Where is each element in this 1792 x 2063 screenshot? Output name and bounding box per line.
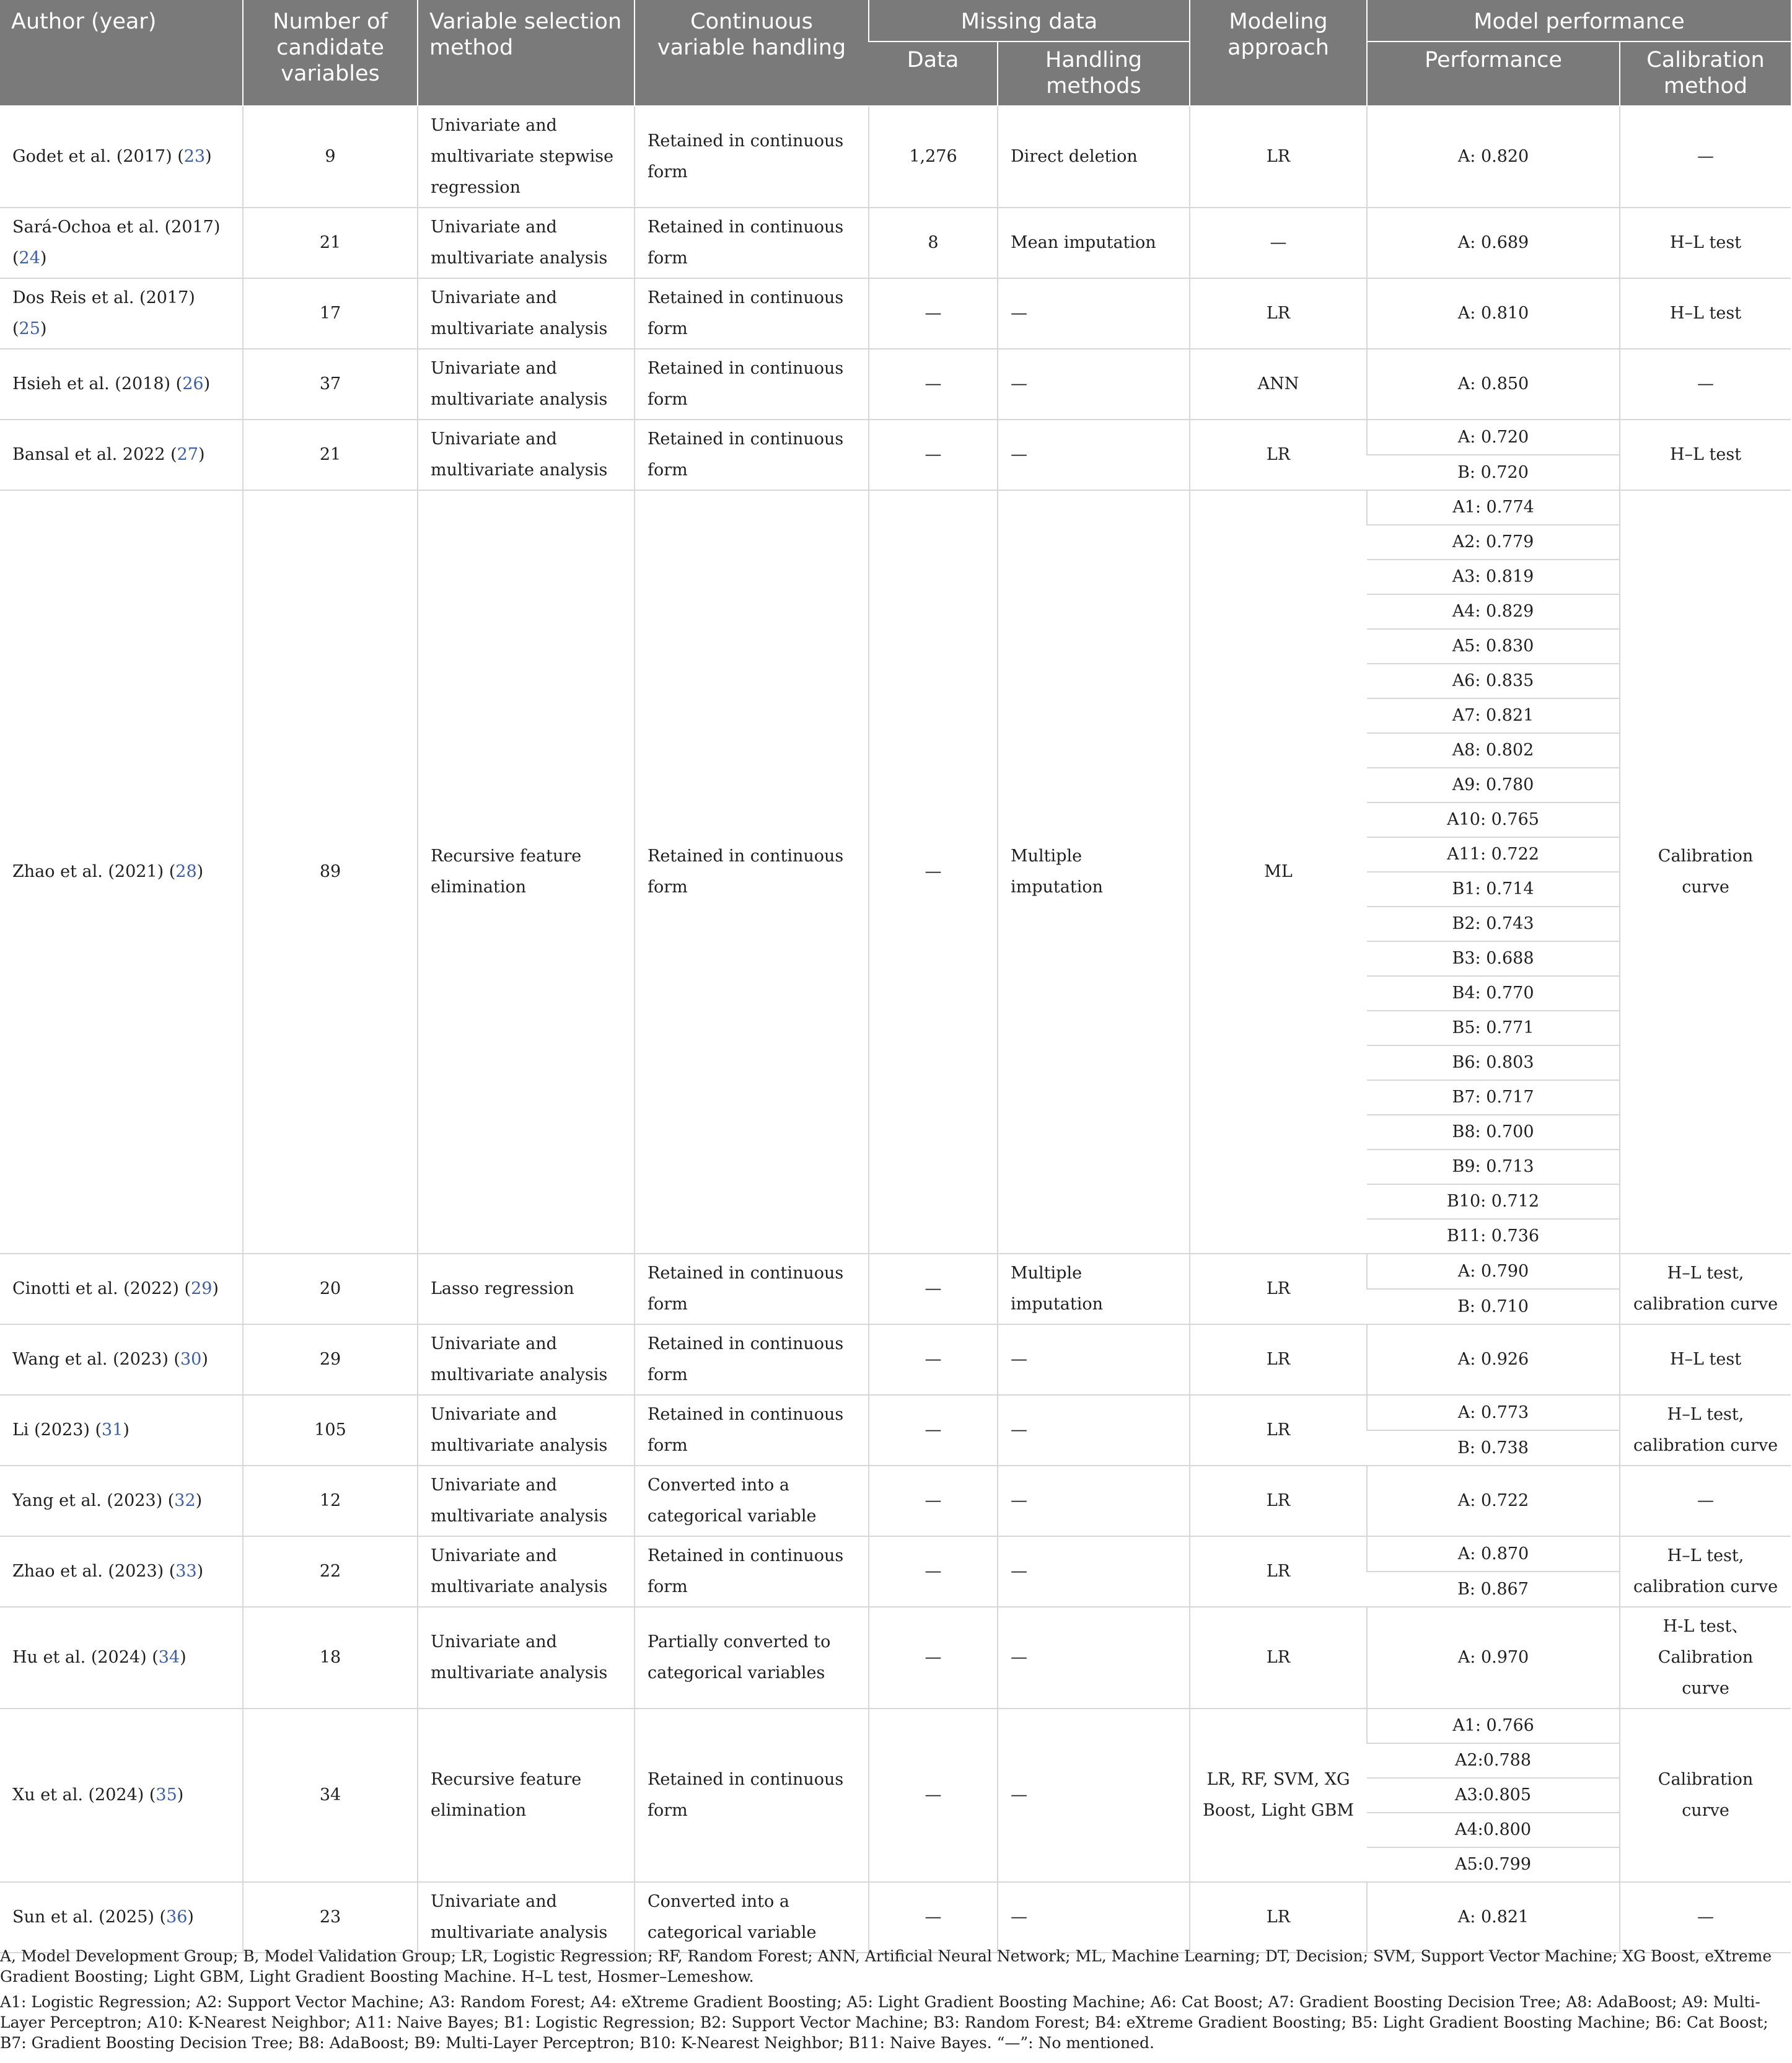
num-vars-cell: 17 (243, 278, 418, 349)
continuous-cell: Retained in continuous form (635, 349, 869, 420)
missing-data-cell: — (869, 490, 998, 1254)
missing-data-cell: 8 (869, 208, 998, 278)
continuous-cell: Retained in continuous form (635, 490, 869, 1254)
handling-cell: — (998, 1709, 1190, 1882)
performance-cell: B1: 0.714 (1367, 872, 1620, 907)
modeling-cell: LR, RF, SVM, XG Boost, Light GBM (1190, 1709, 1367, 1882)
author-text-close: ) (180, 1648, 187, 1667)
num-vars-cell: 22 (243, 1536, 418, 1607)
num-vars-cell: 21 (243, 420, 418, 490)
author-text-close: ) (198, 445, 205, 464)
author-text-close: ) (196, 862, 204, 881)
performance-cell: A11: 0.722 (1367, 837, 1620, 872)
continuous-cell: Retained in continuous form (635, 1254, 869, 1324)
author-text: Bansal et al. 2022 ( (12, 445, 177, 464)
table-body (0, 106, 1791, 1953)
handling-cell: — (998, 1324, 1190, 1395)
num-vars-cell: 12 (243, 1466, 418, 1536)
calibration-cell: H-L test、Calibration curve (1620, 1607, 1791, 1709)
performance-cell: B: 0.738 (1367, 1430, 1620, 1466)
missing-data-cell: — (869, 1395, 998, 1466)
performance-cell: A2:0.788 (1367, 1743, 1620, 1778)
performance-cell: A3:0.805 (1367, 1778, 1620, 1813)
modeling-cell: LR (1190, 1466, 1367, 1536)
continuous-cell: Retained in continuous form (635, 106, 869, 208)
missing-data-cell: — (869, 1536, 998, 1607)
table-row (0, 106, 1791, 208)
performance-cell: A: 0.970 (1367, 1607, 1620, 1709)
reference-link[interactable]: 27 (177, 445, 198, 464)
header-num-vars: Number of candidate variables (243, 0, 418, 106)
header-missing: Missing data (869, 0, 1190, 42)
author-cell (0, 349, 243, 420)
header-modeling: Modeling approach (1190, 0, 1367, 106)
performance-cell: B5: 0.771 (1367, 1011, 1620, 1045)
calibration-cell: Calibration curve (1620, 490, 1791, 1254)
num-vars-cell: 29 (243, 1324, 418, 1395)
continuous-cell: Partially converted to categorical variables (635, 1607, 869, 1709)
author-text-close: ) (40, 249, 47, 268)
calibration-cell: — (1620, 106, 1791, 208)
author-text: Hu et al. (2024) ( (12, 1648, 159, 1667)
performance-cell: B10: 0.712 (1367, 1184, 1620, 1219)
table-row (0, 1607, 1791, 1709)
author-text-close: ) (212, 1279, 219, 1298)
performance-cell: A9: 0.780 (1367, 768, 1620, 803)
calibration-cell: — (1620, 1882, 1791, 1953)
performance-cell: A2: 0.779 (1367, 525, 1620, 560)
var-selection-cell: Recursive feature elimination (418, 1709, 635, 1882)
table-row (0, 1395, 1791, 1430)
continuous-cell: Converted into a categorical variable (635, 1466, 869, 1536)
handling-cell: Direct deletion (998, 106, 1190, 208)
handling-cell: Mean imputation (998, 208, 1190, 278)
performance-cell: B7: 0.717 (1367, 1080, 1620, 1115)
reference-link[interactable]: 24 (19, 249, 40, 268)
modeling-cell: — (1190, 208, 1367, 278)
table-footnotes (0, 1946, 1781, 2058)
missing-data-cell: 1,276 (869, 106, 998, 208)
var-selection-cell: Univariate and multivariate analysis (418, 1324, 635, 1395)
reference-link[interactable]: 36 (166, 1907, 188, 1927)
var-selection-cell: Lasso regression (418, 1254, 635, 1324)
num-vars-cell: 18 (243, 1607, 418, 1709)
author-cell (0, 420, 243, 490)
performance-cell: A1: 0.766 (1367, 1709, 1620, 1743)
reference-link[interactable]: 34 (158, 1648, 180, 1667)
header-calibration: Calibration method (1620, 42, 1791, 106)
modeling-cell: LR (1190, 1882, 1367, 1953)
handling-cell: — (998, 1607, 1190, 1709)
num-vars-cell: 105 (243, 1395, 418, 1466)
author-text: Cinotti et al. (2022) ( (12, 1279, 191, 1298)
author-text: Dos Reis et al. (2017) ( (12, 288, 195, 338)
handling-cell: — (998, 1466, 1190, 1536)
missing-data-cell: — (869, 1709, 998, 1882)
performance-cell: A: 0.810 (1367, 278, 1620, 349)
performance-cell: B8: 0.700 (1367, 1115, 1620, 1150)
continuous-cell: Retained in continuous form (635, 1536, 869, 1607)
continuous-cell: Retained in continuous form (635, 420, 869, 490)
continuous-cell: Retained in continuous form (635, 1395, 869, 1466)
header-missing-data: Data (869, 42, 998, 106)
reference-link[interactable]: 35 (156, 1785, 177, 1805)
author-cell (0, 1395, 243, 1466)
performance-cell: B3: 0.688 (1367, 941, 1620, 976)
author-text-close: ) (203, 374, 211, 394)
var-selection-cell: Univariate and multivariate analysis (418, 420, 635, 490)
modeling-cell: ANN (1190, 349, 1367, 420)
author-text-close: ) (123, 1420, 130, 1440)
author-text: Xu et al. (2024) ( (12, 1785, 156, 1805)
performance-cell: B9: 0.713 (1367, 1150, 1620, 1184)
calibration-cell: — (1620, 1466, 1791, 1536)
performance-cell: A: 0.773 (1367, 1395, 1620, 1430)
performance-cell: B4: 0.770 (1367, 976, 1620, 1011)
num-vars-cell: 9 (243, 106, 418, 208)
author-cell (0, 1882, 243, 1953)
author-text: Hsieh et al. (2018) ( (12, 374, 183, 394)
table-row (0, 1882, 1791, 1953)
performance-cell: A8: 0.802 (1367, 733, 1620, 768)
header-var-selection: Variable selection method (418, 0, 635, 106)
author-text: Yang et al. (2023) ( (12, 1491, 175, 1510)
performance-cell: A: 0.720 (1367, 420, 1620, 455)
missing-data-cell: — (869, 349, 998, 420)
modeling-cell: LR (1190, 1607, 1367, 1709)
author-cell (0, 1254, 243, 1324)
var-selection-cell: Univariate and multivariate analysis (418, 1466, 635, 1536)
performance-cell: A4: 0.829 (1367, 594, 1620, 629)
reference-link[interactable]: 23 (183, 147, 206, 166)
author-cell (0, 278, 243, 349)
table-header (0, 0, 1791, 106)
performance-cell: B: 0.720 (1367, 455, 1620, 490)
reference-link[interactable]: 29 (191, 1279, 213, 1298)
performance-cell: B: 0.867 (1367, 1572, 1620, 1607)
author-text-close: ) (196, 1562, 204, 1581)
table-row (0, 1254, 1791, 1289)
missing-data-cell: — (869, 278, 998, 349)
var-selection-cell: Univariate and multivariate analysis (418, 1882, 635, 1953)
reference-link[interactable]: 26 (182, 374, 204, 394)
performance-cell: A: 0.820 (1367, 106, 1620, 208)
reference-link[interactable]: 32 (174, 1491, 196, 1510)
author-text-close: ) (205, 147, 212, 166)
table-row (0, 1709, 1791, 1743)
var-selection-cell: Univariate and multivariate analysis (418, 1607, 635, 1709)
author-cell (0, 490, 243, 1254)
handling-cell: — (998, 278, 1190, 349)
num-vars-cell: 37 (243, 349, 418, 420)
table-row (0, 1466, 1791, 1536)
num-vars-cell: 23 (243, 1882, 418, 1953)
continuous-cell: Converted into a categorical variable (635, 1882, 869, 1953)
performance-cell: A6: 0.835 (1367, 664, 1620, 698)
table-row (0, 490, 1791, 525)
footnote-model-codes: A1: Logistic Regression; A2: Support Vector Machine; A3: Random Forest; A4: eXtreme Gradient Boosting; A5: Light Gradient Boosting Machine; A6: Cat Boost; A7: Gradient Boosting Decision Tree; A8: AdaBoost; A9: Multi-Layer Perceptron; A10: K-Nearest Neighbor; A11: Naive Bayes; B1: Logistic Regression; B2: Support Vector Machine; B3: Random Forest; B4: eXtreme Gradient Boosting; B5: Light Gradient Boosting Machine; B6: Cat Boost; B7: Gradient Boosting Decision Tree; B8: AdaBoost; B9: Multi-Layer Perceptron; B10: K-Nearest Neighbor; B11: Naive Bayes. “—”: No mentioned. (0, 1993, 1768, 2052)
num-vars-cell: 89 (243, 490, 418, 1254)
reference-link[interactable]: 25 (19, 319, 40, 338)
header-author: Author (year) (0, 0, 243, 106)
footnote-abbreviations: A, Model Development Group; B, Model Validation Group; LR, Logistic Regression; RF, Random Forest; ANN, Artificial Neural Network; ML, Machine Learning; DT, Decision; SVM, Support Vector Machine; XG Boost, eXtreme Gradient Boosting; Light GBM, Light Gradient Boosting Machine. H–L test, Hosmer–Lemeshow. (0, 1947, 1772, 1986)
var-selection-cell: Univariate and multivariate analysis (418, 208, 635, 278)
author-cell (0, 1536, 243, 1607)
reference-link[interactable]: 33 (175, 1562, 197, 1581)
performance-cell: B6: 0.803 (1367, 1045, 1620, 1080)
num-vars-cell: 34 (243, 1709, 418, 1882)
calibration-cell: Calibration curve (1620, 1709, 1791, 1882)
header-continuous: Continuous variable handling (635, 0, 869, 106)
missing-data-cell: — (869, 1254, 998, 1324)
table-row (0, 349, 1791, 420)
missing-data-cell: — (869, 1324, 998, 1395)
performance-cell: A: 0.689 (1367, 208, 1620, 278)
table-row (0, 208, 1791, 278)
missing-data-cell: — (869, 420, 998, 490)
performance-cell: B2: 0.743 (1367, 907, 1620, 941)
handling-cell: Multiple imputation (998, 1254, 1190, 1324)
calibration-cell: H–L test (1620, 208, 1791, 278)
author-cell (0, 208, 243, 278)
author-cell (0, 1709, 243, 1882)
author-text: Godet et al. (2017) ( (12, 147, 184, 166)
author-text: Sará-Ochoa et al. (2017) ( (12, 218, 221, 268)
continuous-cell: Retained in continuous form (635, 1324, 869, 1395)
performance-cell: A: 0.926 (1367, 1324, 1620, 1395)
calibration-cell: — (1620, 349, 1791, 420)
modeling-cell: LR (1190, 420, 1367, 490)
performance-cell: A: 0.790 (1367, 1254, 1620, 1289)
performance-cell: A4:0.800 (1367, 1813, 1620, 1847)
var-selection-cell: Recursive feature elimination (418, 490, 635, 1254)
author-cell (0, 1466, 243, 1536)
calibration-cell: H–L test (1620, 420, 1791, 490)
modeling-cell: LR (1190, 1395, 1367, 1466)
table-row (0, 420, 1791, 455)
author-text-close: ) (201, 1350, 208, 1369)
author-text: Sun et al. (2025) ( (12, 1907, 167, 1927)
performance-cell: A7: 0.821 (1367, 698, 1620, 733)
author-text: Li (2023) ( (12, 1420, 102, 1440)
handling-cell: — (998, 1882, 1190, 1953)
missing-data-cell: — (869, 1466, 998, 1536)
author-text-close: ) (187, 1907, 194, 1927)
performance-cell: A1: 0.774 (1367, 490, 1620, 525)
modeling-cell: LR (1190, 1536, 1367, 1607)
author-text: Wang et al. (2023) ( (12, 1350, 180, 1369)
handling-cell: — (998, 349, 1190, 420)
calibration-cell: H–L test (1620, 278, 1791, 349)
calibration-cell: H–L test, calibration curve (1620, 1536, 1791, 1607)
missing-data-cell: — (869, 1607, 998, 1709)
author-text-close: ) (195, 1491, 203, 1510)
header-row-1 (0, 0, 1791, 42)
header-missing-handling: Handling methods (998, 42, 1190, 106)
reference-link[interactable]: 28 (175, 862, 197, 881)
num-vars-cell: 21 (243, 208, 418, 278)
var-selection-cell: Univariate and multivariate analysis (418, 1395, 635, 1466)
continuous-cell: Retained in continuous form (635, 1709, 869, 1882)
performance-cell: A: 0.870 (1367, 1536, 1620, 1572)
performance-cell: B11: 0.736 (1367, 1219, 1620, 1254)
num-vars-cell: 20 (243, 1254, 418, 1324)
modeling-cell: LR (1190, 1254, 1367, 1324)
handling-cell: Multiple imputation (998, 490, 1190, 1254)
performance-cell: A10: 0.765 (1367, 803, 1620, 837)
performance-cell: A: 0.850 (1367, 349, 1620, 420)
table-row (0, 1536, 1791, 1572)
reference-link[interactable]: 30 (180, 1350, 202, 1369)
header-model-perf: Model performance (1367, 0, 1791, 42)
author-cell (0, 1324, 243, 1395)
author-text: Zhao et al. (2021) ( (12, 862, 176, 881)
performance-cell: A3: 0.819 (1367, 560, 1620, 594)
performance-cell: B: 0.710 (1367, 1289, 1620, 1324)
calibration-cell: H–L test (1620, 1324, 1791, 1395)
performance-cell: A: 0.821 (1367, 1882, 1620, 1953)
continuous-cell: Retained in continuous form (635, 278, 869, 349)
author-text-close: ) (40, 319, 47, 338)
header-performance: Performance (1367, 42, 1620, 106)
author-text-close: ) (177, 1785, 184, 1805)
modeling-cell: LR (1190, 278, 1367, 349)
var-selection-cell: Univariate and multivariate analysis (418, 1536, 635, 1607)
var-selection-cell: Univariate and multivariate analysis (418, 349, 635, 420)
modeling-cell: LR (1190, 106, 1367, 208)
author-cell (0, 1607, 243, 1709)
author-cell (0, 106, 243, 208)
reference-link[interactable]: 31 (102, 1420, 123, 1440)
author-text: Zhao et al. (2023) ( (12, 1562, 176, 1581)
missing-data-cell: — (869, 1882, 998, 1953)
handling-cell: — (998, 1395, 1190, 1466)
performance-cell: A5:0.799 (1367, 1847, 1620, 1882)
performance-cell: A5: 0.830 (1367, 629, 1620, 664)
var-selection-cell: Univariate and multivariate analysis (418, 278, 635, 349)
modeling-cell: LR (1190, 1324, 1367, 1395)
var-selection-cell: Univariate and multivariate stepwise regression (418, 106, 635, 208)
performance-cell: A: 0.722 (1367, 1466, 1620, 1536)
table-row (0, 278, 1791, 349)
calibration-cell: H–L test, calibration curve (1620, 1395, 1791, 1466)
modeling-cell: ML (1190, 490, 1367, 1254)
handling-cell: — (998, 420, 1190, 490)
table-row (0, 1324, 1791, 1395)
calibration-cell: H–L test, calibration curve (1620, 1254, 1791, 1324)
continuous-cell: Retained in continuous form (635, 208, 869, 278)
handling-cell: — (998, 1536, 1190, 1607)
